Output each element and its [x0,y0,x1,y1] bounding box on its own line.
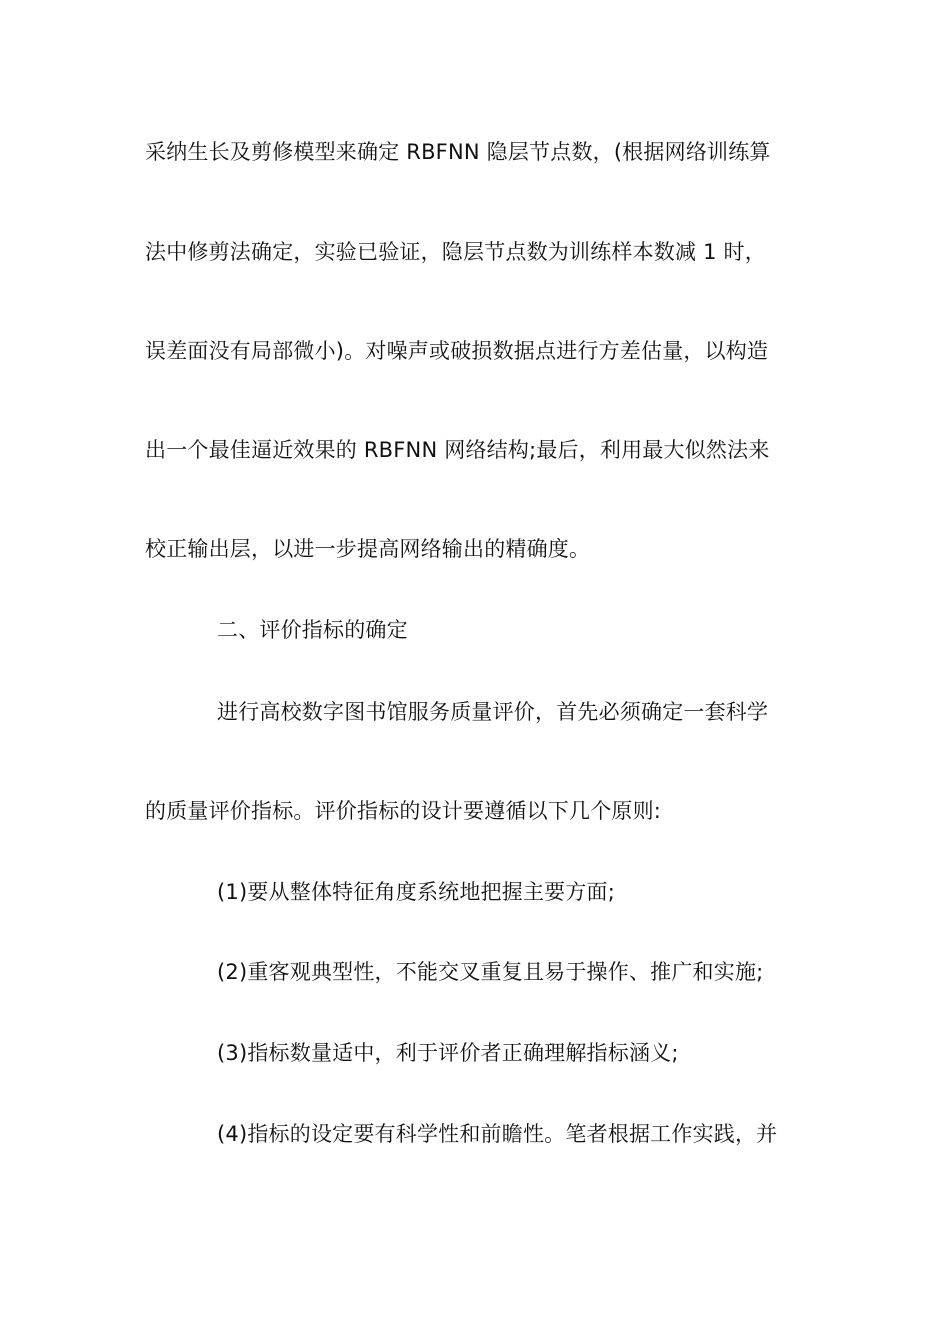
list-item: (3)指标数量适中，利于评价者正确理解指标涵义; [217,1041,679,1065]
paragraph-line: 进行高校数字图书馆服务质量评价，首先必须确定一套科学 [217,700,769,724]
list-item: (2)重客观典型性，不能交叉重复且易于操作、推广和实施; [217,960,764,984]
section-heading: 二、评价指标的确定 [217,618,408,642]
paragraph-line: 误差面没有局部微小)。对噪声或破损数据点进行方差估量，以构造 [145,339,769,363]
paragraph-line: 的质量评价指标。评价指标的设计要遵循以下几个原则: [145,799,662,823]
paragraph-line: 校正输出层，以进一步提高网络输出的精确度。 [145,537,591,561]
list-item: (1)要从整体特征角度系统地把握主要方面; [217,880,616,904]
list-item: (4)指标的设定要有科学性和前瞻性。笔者根据工作实践，并 [217,1122,778,1146]
paragraph-line: 出一个最佳逼近效果的 RBFNN 网络结构;最后，利用最大似然法来 [145,438,770,462]
paragraph-line: 采纳生长及剪修模型来确定 RBFNN 隐层节点数，(根据网络训练算 [145,140,771,164]
paragraph-line: 法中修剪法确定，实验已验证，隐层节点数为训练样本数减 1 时， [145,240,766,264]
